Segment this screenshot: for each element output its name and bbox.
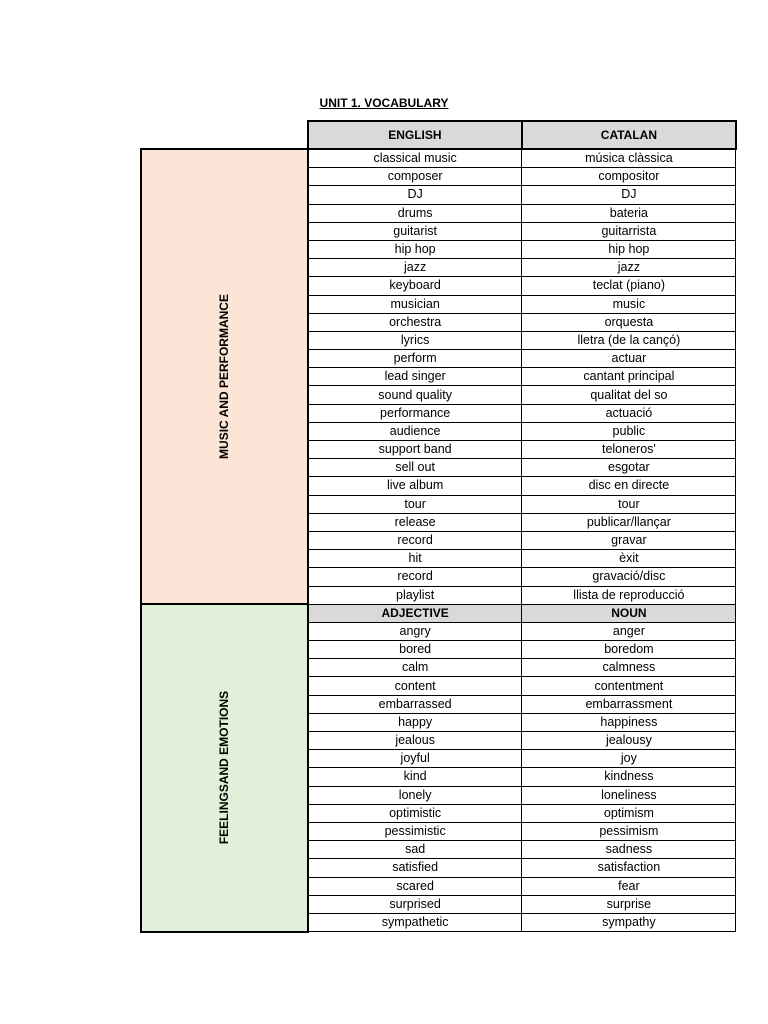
cell-translation: anger	[522, 622, 736, 640]
cell-english: lead singer	[308, 368, 522, 386]
section-label-text: FEELINGSAND EMOTIONS	[216, 691, 231, 845]
cell-translation: jazz	[522, 259, 736, 277]
header-catalan: CATALAN	[522, 121, 736, 149]
cell-translation: compositor	[522, 168, 736, 186]
cell-translation: bateria	[522, 204, 736, 222]
cell-translation: surprise	[522, 895, 736, 913]
cell-english: record	[308, 531, 522, 549]
cell-english: joyful	[308, 750, 522, 768]
cell-translation: happiness	[522, 713, 736, 731]
cell-english: orchestra	[308, 313, 522, 331]
cell-english: DJ	[308, 186, 522, 204]
subheader-adjective: ADJECTIVE	[308, 604, 522, 622]
cell-translation: public	[522, 422, 736, 440]
cell-english: optimistic	[308, 804, 522, 822]
corner-blank	[141, 121, 308, 149]
page-title: UNIT 1. VOCABULARY	[319, 96, 449, 110]
cell-translation: gravació/disc	[522, 568, 736, 586]
vocabulary-table	[140, 120, 737, 933]
subheader-noun: NOUN	[522, 604, 736, 622]
cell-english: keyboard	[308, 277, 522, 295]
cell-translation: gravar	[522, 531, 736, 549]
cell-translation: disc en directe	[522, 477, 736, 495]
cell-english: pessimistic	[308, 822, 522, 840]
cell-english: guitarist	[308, 222, 522, 240]
cell-english: jazz	[308, 259, 522, 277]
cell-translation: optimism	[522, 804, 736, 822]
cell-translation: qualitat del so	[522, 386, 736, 404]
cell-translation: pessimism	[522, 822, 736, 840]
cell-translation: sadness	[522, 841, 736, 859]
cell-translation: fear	[522, 877, 736, 895]
cell-translation: música clàssica	[522, 149, 736, 168]
cell-english: support band	[308, 441, 522, 459]
cell-english: hip hop	[308, 240, 522, 258]
cell-english: calm	[308, 659, 522, 677]
cell-english: content	[308, 677, 522, 695]
subheader-row	[141, 604, 736, 622]
cell-translation: esgotar	[522, 459, 736, 477]
cell-english: satisfied	[308, 859, 522, 877]
cell-english: sound quality	[308, 386, 522, 404]
cell-translation: guitarrista	[522, 222, 736, 240]
cell-translation: DJ	[522, 186, 736, 204]
cell-english: drums	[308, 204, 522, 222]
cell-translation: hip hop	[522, 240, 736, 258]
cell-english: perform	[308, 350, 522, 368]
header-english: ENGLISH	[308, 121, 522, 149]
cell-english: sell out	[308, 459, 522, 477]
cell-translation: tour	[522, 495, 736, 513]
cell-english: scared	[308, 877, 522, 895]
cell-translation: teloneros'	[522, 441, 736, 459]
cell-english: composer	[308, 168, 522, 186]
cell-english: lonely	[308, 786, 522, 804]
cell-translation: music	[522, 295, 736, 313]
cell-translation: llista de reproducció	[522, 586, 736, 604]
cell-translation: loneliness	[522, 786, 736, 804]
section-label-1	[141, 604, 308, 931]
cell-translation: boredom	[522, 641, 736, 659]
cell-translation: cantant principal	[522, 368, 736, 386]
cell-english: performance	[308, 404, 522, 422]
cell-english: happy	[308, 713, 522, 731]
cell-english: lyrics	[308, 331, 522, 349]
cell-translation: jealousy	[522, 732, 736, 750]
cell-translation: embarrassment	[522, 695, 736, 713]
cell-english: record	[308, 568, 522, 586]
cell-english: surprised	[308, 895, 522, 913]
cell-english: live album	[308, 477, 522, 495]
cell-translation: lletra (de la cançó)	[522, 331, 736, 349]
cell-translation: orquesta	[522, 313, 736, 331]
cell-english: classical music	[308, 149, 522, 168]
cell-translation: sympathy	[522, 913, 736, 931]
cell-english: embarrassed	[308, 695, 522, 713]
cell-translation: èxit	[522, 550, 736, 568]
cell-english: musician	[308, 295, 522, 313]
header-row	[141, 121, 736, 149]
cell-translation: actuació	[522, 404, 736, 422]
cell-english: kind	[308, 768, 522, 786]
cell-translation: teclat (piano)	[522, 277, 736, 295]
section-label-text: MUSIC AND PERFORMANCE	[216, 294, 231, 460]
cell-english: audience	[308, 422, 522, 440]
table-row	[141, 149, 736, 168]
cell-translation: publicar/llançar	[522, 513, 736, 531]
cell-english: angry	[308, 622, 522, 640]
cell-english: jealous	[308, 732, 522, 750]
cell-translation: actuar	[522, 350, 736, 368]
cell-translation: joy	[522, 750, 736, 768]
cell-english: tour	[308, 495, 522, 513]
cell-english: sad	[308, 841, 522, 859]
cell-translation: kindness	[522, 768, 736, 786]
cell-english: release	[308, 513, 522, 531]
cell-translation: calmness	[522, 659, 736, 677]
cell-english: playlist	[308, 586, 522, 604]
cell-translation: satisfaction	[522, 859, 736, 877]
cell-english: hit	[308, 550, 522, 568]
cell-translation: contentment	[522, 677, 736, 695]
cell-english: bored	[308, 641, 522, 659]
section-label-0	[141, 149, 308, 604]
cell-english: sympathetic	[308, 913, 522, 931]
